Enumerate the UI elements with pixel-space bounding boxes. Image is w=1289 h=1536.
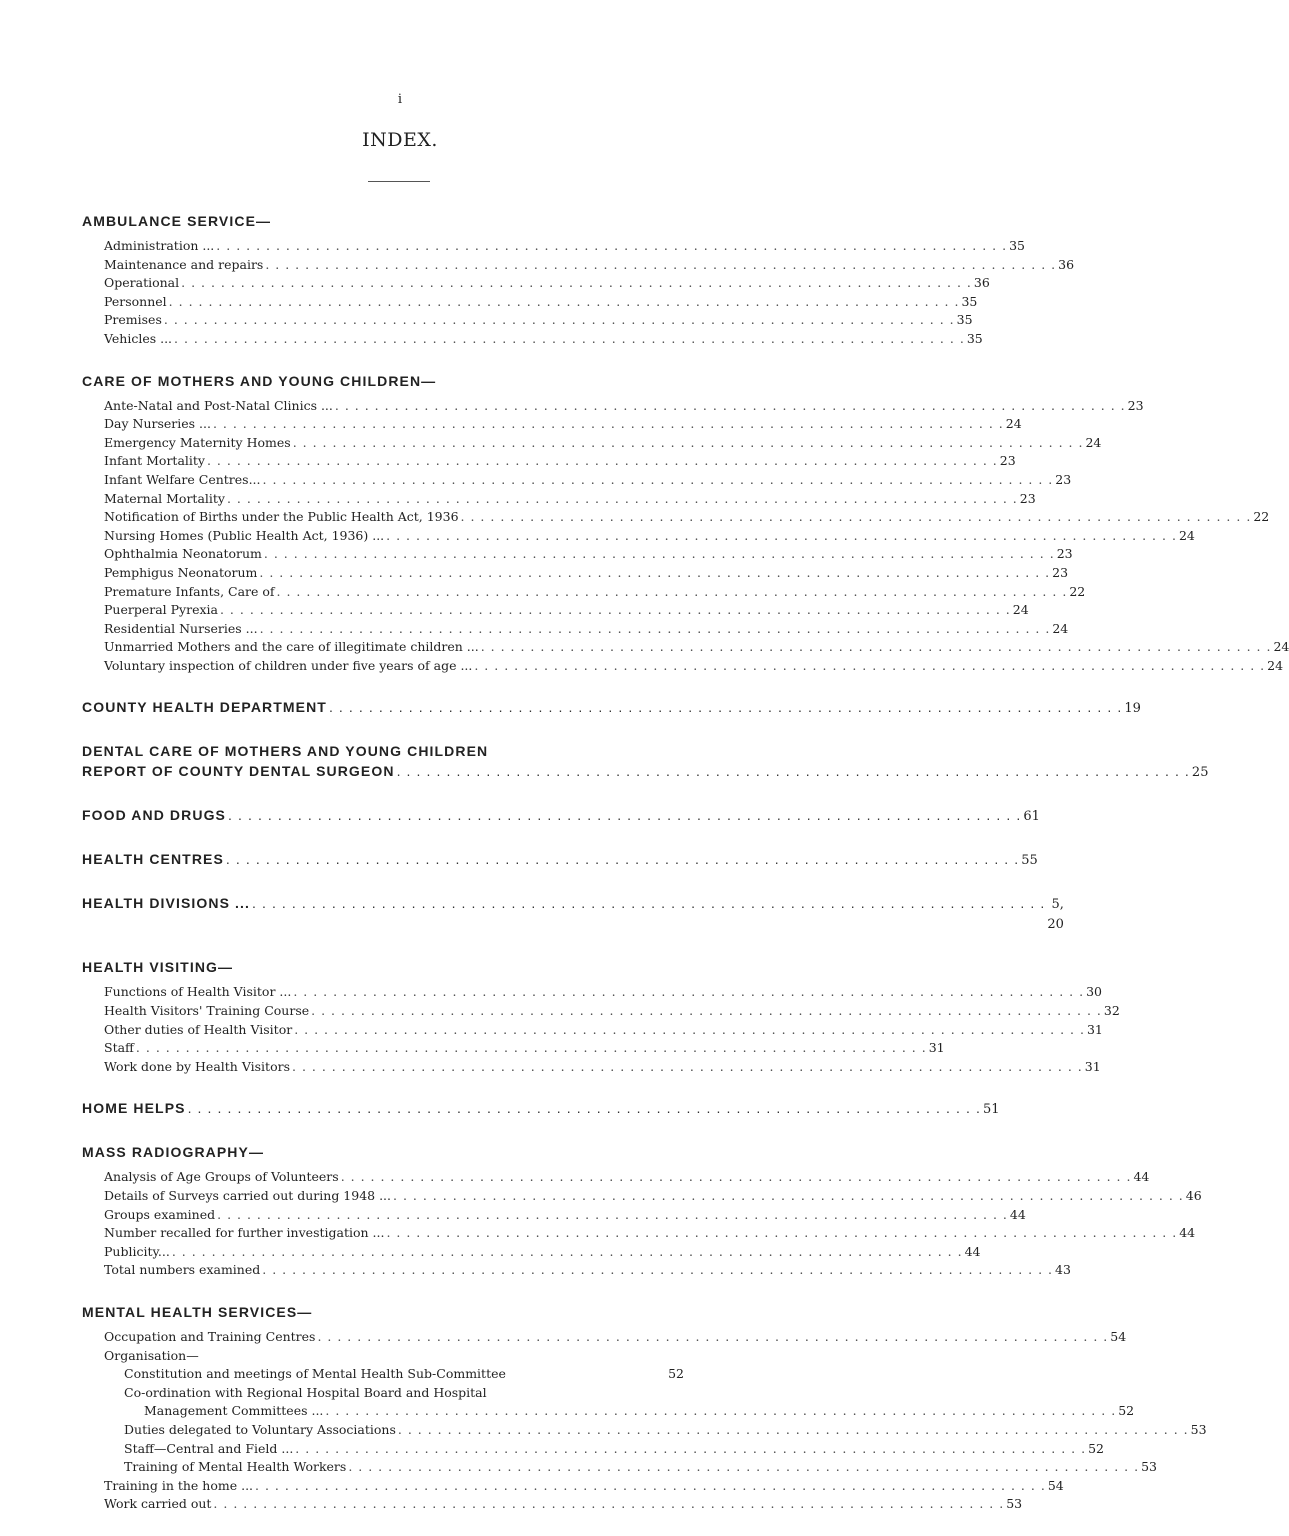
page-reference: 24 (1267, 657, 1284, 673)
dot-leader: . . . . . . . . . . . . . . . . . . . . . . . . . . . . . . . . . . . . . . . . . . . . . . . . . . . . . . . . . . . . . . . . . . . . . . . . . . . . . . . . (276, 583, 1068, 599)
dot-leader: . . . . . . . . . . . . . . . . . . . . . . . . . . . . . . . . . . . . . . . . . . . . . . . . . . . . . . . . . . . . . . . . . . . . . . . . . . . . . . . . (216, 238, 1008, 253)
page-reference: 44 (964, 1243, 981, 1259)
index-entry (82, 1458, 1158, 1477)
section-health-divisions (82, 893, 1064, 935)
index-entry (82, 434, 1102, 453)
dot-leader: . . . . . . . . . . . . . . . . . . . . . . . . . . . . . . . . . . . . . . . . . . . . . . . . . . . . . . . . . . . . . . . . . . . . . . . . . . . . . . . . (163, 312, 955, 328)
page-reference: 24 (1005, 416, 1022, 432)
index-entry (82, 1187, 1202, 1206)
index-entry (82, 1421, 1207, 1440)
index-entry (82, 1365, 684, 1384)
dot-leader: . . . . . . . . . . . . . . . . . . . . . . . . . . . . . . . . . . . . . . . . . . . . . . . . . . . . . . . . . . . . . . . . . . . . . . . . . . . . . . . . (397, 1421, 1189, 1437)
index-entry (82, 545, 1073, 564)
entry-label: Premature Infants, Care of (104, 583, 275, 599)
entry-label: Management Committees ... (144, 1403, 324, 1419)
dot-leader: . . . . . . . . . . . . . . . . . . . . . . . . . . . . . . . . . . . . . . . . . . . . . . . . . . . . . . . . . . . . . . . . . . . . . . . . . . . . . . . . (226, 490, 1018, 506)
dot-leader: . . . . . . . . . . . . . . . . . . . . . . . . . . . . . . . . . . . . . . . . . . . . . . . . . . . . . . . . . . . . . . . . . . . . . . . . . . . . . . . . (334, 397, 1126, 413)
entry-label: Maintenance and repairs (104, 256, 264, 272)
page-reference: 31 (928, 1040, 945, 1056)
dot-leader: . . . . . . . . . . . . . . . . . . . . . . . . . . . . . . . . . . . . . . . . . . . . . . . . . . . . . . . . . . . . . . . . . . . . . . . . . . . . . . . . (265, 256, 1057, 272)
dot-leader: . . . . . . . . . . . . . . . . . . . . . . . . . . . . . . . . . . . . . . . . . . . . . . . . . . . . . . . . . . . . . . . . . . . . . . . . . . . . . . . . (217, 1206, 1008, 1222)
dot-leader: . . . . . . . . . . . . . . . . . . . . . . . . . . . . . . . . . . . . . . . . . . . . . . . . . . . . . . . . . . . . . . . . . . . . . . . . . . . . . . . . (474, 657, 1266, 673)
entry-label: Functions of Health Visitor ... (104, 984, 292, 1000)
page-reference: 44 (1179, 1225, 1196, 1241)
page-reference: 23 (1127, 397, 1144, 413)
page-reference: 53 (1006, 1496, 1023, 1512)
index-entry-continued (82, 1402, 1135, 1421)
entry-label: Duties delegated to Voluntary Associations (124, 1421, 396, 1437)
entry-label: Infant Mortality (104, 453, 205, 469)
page-reference: 35 (1009, 238, 1025, 253)
index-entry (82, 564, 1069, 583)
dot-leader: . . . . . . . . . . . . . . . . . . . . . . . . . . . . . . . . . . . . . . . . . . . . . . . . . . . . . . . . . . . . . . . . . . . . . . . . . . . . . . . . (292, 1058, 1083, 1074)
entry-label: Ophthalmia Neonatorum (104, 546, 262, 562)
page-reference: 23 (999, 453, 1016, 469)
section-heading-continued: REPORT OF COUNTY DENTAL SURGEON (82, 763, 395, 780)
entry-label: Personnel (104, 293, 167, 309)
section-dental-care (82, 741, 1209, 783)
dot-leader: . . . . . . . . . . . . . . . . . . . . . . . . . . . . . . . . . . . . . . . . . . . . . . . . . . . . . . . . . . . . . . . . . . . . . . . . . . . . . . . . (393, 1188, 1184, 1204)
dot-leader: . . . . . . . . . . . . . . . . . . . . . . . . . . . . . . . . . . . . . . . . . . . . . . . . . . . . . . . . . . . . . . . . . . . . . . . . . . . . . . . . (262, 471, 1054, 487)
page-reference: 55 (1021, 853, 1038, 869)
page-reference: 46 (1185, 1188, 1202, 1204)
entry-label: Details of Surveys carried out during 1948 ... (104, 1188, 392, 1204)
section-mass-radiography (82, 1142, 1202, 1280)
entry-label: Groups examined (104, 1206, 216, 1222)
page-reference: 24 (1052, 620, 1069, 636)
dot-leader: . . . . . . . . . . . . . . . . . . . . . . . . . . . . . . . . . . . . . . . . . . . . . . . . . . . . . . . . . . . . . . . . . . . . . . . . . . . . . . . . (135, 1040, 927, 1056)
index-entry (82, 1243, 981, 1262)
entry-label: Total numbers examined (104, 1262, 261, 1278)
entry-label: Nursing Homes (Public Health Act, 1936) ... (104, 527, 385, 543)
entry-label: Constitution and meetings of Mental Health Sub-Committee (124, 1366, 506, 1382)
section-care-of-mothers (82, 371, 1289, 676)
title-divider (368, 181, 430, 182)
entry-label: Operational (104, 275, 180, 291)
page-reference: 53 (1141, 1459, 1158, 1475)
dot-leader: . . . . . . . . . . . . . . . . . . . . . . . . . . . . . . . . . . . . . . . . . . . . . . . . . . . . . . . . . . . . . . . . . . . . . . . . . . . . . . . . (219, 602, 1011, 618)
entry-label: Day Nurseries ... (104, 416, 211, 432)
section-heading: FOOD AND DRUGS (82, 807, 226, 824)
index-entry (82, 638, 1289, 657)
entry-label: Emergency Maternity Homes (104, 434, 291, 450)
page-reference: 51 (982, 1102, 1000, 1118)
dot-leader: . . . . . . . . . . . . . . . . . . . . . . . . . . . . . . . . . . . . . . . . . . . . . . . . . . . . . . . . . . . . . . . . . . . . . . . . . . . . . . . . (317, 1329, 1109, 1344)
section-heading: CARE OF MOTHERS AND YOUNG CHILDREN— (82, 372, 437, 389)
page-reference: 31 (1086, 1021, 1103, 1037)
entry-label: Work carried out (104, 1496, 212, 1512)
dot-leader: . . . . . . . . . . . . . . . . . . . . . . . . . . . . . . . . . . . . . . . . . . . . . . . . . . . . . . . . . . . . . . . . . . . . . . . . . . . . . . . . (168, 293, 960, 309)
index-entry (82, 237, 1025, 256)
page-reference: 24 (1273, 639, 1289, 655)
index-entry (82, 1384, 684, 1403)
entry-label: Maternal Mortality (104, 490, 225, 506)
index-entry (82, 1347, 684, 1366)
dot-leader: . . . . . . . . . . . . . . . . . . . . . . . . . . . . . . . . . . . . . . . . . . . . . . . . . . . . . . . . . . . . . . . . . . . . . . . . . . . . . . . . (171, 1243, 963, 1259)
page-reference: 19 (1124, 701, 1141, 717)
index-entry (82, 983, 1103, 1002)
dot-leader: . . . . . . . . . . . . . . . . . . . . . . . . . . . . . . . . . . . . . . . . . . . . . . . . . . . . . . . . . . . . . . . . . . . . . . . . . . . . . . . . (255, 1477, 1046, 1493)
dot-leader: . . . . . . . . . . . . . . . . . . . . . . . . . . . . . . . . . . . . . . . . . . . . . . . . . . . . . . . . . . . . . . . . . . . . . . . . . . . . . . . . (328, 699, 1123, 716)
page-reference: 25 (1191, 765, 1209, 781)
index-entry (82, 1168, 1150, 1187)
dot-leader: . . . . . . . . . . . . . . . . . . . . . . . . . . . . . . . . . . . . . . . . . . . . . . . . . . . . . . . . . . . . . . . . . . . . . . . . . . . . . . . . (396, 763, 1190, 780)
page-reference: 53 (1190, 1421, 1207, 1437)
entry-list (82, 1168, 1202, 1280)
dot-leader: . . . . . . . . . . . . . . . . . . . . . . . . . . . . . . . . . . . . . . . . . . . . . . . . . . . . . . . . . . . . . . . . . . . . . . . . . . . . . . . . (340, 1169, 1132, 1185)
index-entry (82, 415, 1022, 434)
entry-label: Vehicles ... (104, 330, 173, 346)
dot-leader: . . . . . . . . . . . . . . . . . . . . . . . . . . . . . . . . . . . . . . . . . . . . . . . . . . . . . . . . . . . . . . . . . . . . . . . . . . . . . . . . (292, 434, 1084, 450)
index-entry (82, 1477, 1064, 1496)
dot-leader: . . . . . . . . . . . . . . . . . . . . . . . . . . . . . . . . . . . . . . . . . . . . . . . . . . . . . . . . . . . . . . . . . . . . . . . . . . . . . . . . (295, 1440, 1087, 1456)
dot-leader: . . . . . . . . . . . . . . . . . . . . . . . . . . . . . . . . . . . . . . . . . . . . . . . . . . . . . . . . . . . . . . . . . . . . . . . . . . . . . . . . (348, 1459, 1140, 1475)
entry-label: Puerperal Pyrexia (104, 602, 218, 618)
page-reference: 24 (1012, 602, 1029, 618)
entry-label: Ante-Natal and Post-Natal Clinics ... (104, 397, 333, 413)
index-entry (82, 527, 1195, 546)
entry-label: Premises (104, 312, 162, 328)
index-entry (82, 256, 1075, 275)
section-county-health-department (82, 697, 1141, 719)
index-entry (82, 1206, 1026, 1225)
entry-label: Residential Nurseries ... (104, 620, 258, 636)
dot-leader: . . . . . . . . . . . . . . . . . . . . . . . . . . . . . . . . . . . . . . . . . . . . . . . . . . . . . . . . . . . . . . . . . . . . . . . . . . . . . . . . (262, 1262, 1054, 1278)
dot-leader: . . . . . . . . . . . . . . . . . . . . . . . . . . . . . . . . . . . . . . . . . . . . . . . . . . . . . . . . . . . . . . . . . . . . . . . . . . . . . . . . (187, 1100, 981, 1117)
section-heading: HEALTH DIVISIONS ... (82, 895, 250, 912)
dot-leader: . . . . . . . . . . . . . . . . . . . . . . . . . . . . . . . . . . . . . . . . . . . . . . . . . . . . . . . . . . . . . . . . . . . . . . . . . . . . . . . . (259, 620, 1051, 636)
dot-leader: . . . . . . . . . . . . . . . . . . . . . . . . . . . . . . . . . . . . . . . . . . . . . . . . . . . . . . . . . . . . . . . . . . . . . . . . . . . . . . . . (460, 509, 1252, 525)
page-reference: 36 (1058, 256, 1075, 272)
dot-leader: . . . . . . . . . . . . . . . . . . . . . . . . . . . . . . . . . . . . . . . . . . . . . . . . . . . . . . . . . . . . . . . . . . . . . . . . . . . . . . . . (325, 1403, 1117, 1419)
index-body (82, 211, 1289, 1536)
dot-leader: . . . . . . . . . . . . . . . . . . . . . . . . . . . . . . . . . . . . . . . . . . . . . . . . . . . . . . . . . . . . . . . . . . . . . . . . . . . . . . . . (206, 453, 998, 469)
section-heading: COUNTY HEALTH DEPARTMENT (82, 699, 327, 716)
page-reference: 5, 20 (1047, 897, 1064, 933)
page-reference: 35 (961, 293, 978, 309)
section-heading: DENTAL CARE OF MOTHERS AND YOUNG CHILDREN (82, 743, 489, 760)
dot-leader: . . . . . . . . . . . . . . . . . . . . . . . . . . . . . . . . . . . . . . . . . . . . . . . . . . . . . . . . . . . . . . . . . . . . . . . . . . . . . . . . (293, 984, 1085, 1000)
section-heading: AMBULANCE SERVICE— (82, 213, 272, 229)
page-reference: 52 (1088, 1440, 1104, 1456)
index-entry (82, 1039, 945, 1058)
index-entry (82, 1495, 1023, 1514)
index-entry (82, 508, 1270, 527)
entry-label: Work done by Health Visitors (104, 1058, 290, 1074)
index-entry (82, 1002, 1120, 1021)
section-heading: MENTAL HEALTH SERVICES— (82, 1304, 313, 1320)
section-ambulance-service (82, 211, 1075, 349)
dot-leader: . . . . . . . . . . . . . . . . . . . . . . . . . . . . . . . . . . . . . . . . . . . . . . . . . . . . . . . . . . . . . . . . . . . . . . . . . . . . . . . . (225, 851, 1020, 868)
entry-label: Health Visitors' Training Course (104, 1003, 310, 1019)
page-reference: 61 (1023, 809, 1040, 825)
dot-leader: . . . . . . . . . . . . . . . . . . . . . . . . . . . . . . . . . . . . . . . . . . . . . . . . . . . . . . . . . . . . . . . . . . . . . . . . . . . . . . . . (311, 1003, 1102, 1019)
page-reference: 43 (1055, 1262, 1071, 1278)
entry-label: Analysis of Age Groups of Volunteers (104, 1169, 339, 1185)
page-reference: 23 (1019, 490, 1036, 506)
section-heading: HOME HELPS (82, 1100, 186, 1117)
page-title: INDEX. (362, 129, 438, 151)
index-entry (82, 330, 983, 349)
entry-label: Training of Mental Health Workers (124, 1459, 347, 1475)
page-reference: 24 (1085, 434, 1102, 450)
page-reference: 23 (1052, 564, 1069, 580)
page-reference: 54 (1047, 1477, 1064, 1493)
entry-label: Number recalled for further investigation ... (104, 1225, 385, 1241)
dot-leader: . . . . . . . . . . . . . . . . . . . . . . . . . . . . . . . . . . . . . . . . . . . . . . . . . . . . . . . . . . . . . . . . . . . . . . . . . . . . . . . . (294, 1021, 1085, 1037)
index-entry (82, 471, 1072, 490)
page-reference: 32 (1103, 1003, 1120, 1019)
entry-label: Notification of Births under the Public Health Act, 1936 (104, 509, 459, 525)
entry-list (82, 237, 1075, 349)
page-number: i (397, 92, 403, 107)
dot-leader: . . . . . . . . . . . . . . . . . . . . . . . . . . . . . . . . . . . . . . . . . . . . . . . . . . . . . . . . . . . . . . . . . . . . . . . . . . . . . . . . (181, 275, 972, 291)
index-entry (82, 397, 1144, 416)
entry-label: Staff (104, 1040, 134, 1056)
index-entry (82, 452, 1016, 471)
dot-leader: . . . . . . . . . . . . . . . . . . . . . . . . . . . . . . . . . . . . . . . . . . . . . . . . . . . . . . . . . . . . . . . . . . . . . . . . . . . . . . . . (480, 639, 1272, 655)
dot-leader: . . . . . . . . . . . . . . . . . . . . . . . . . . . . . . . . . . . . . . . . . . . . . . . . . . . . . . . . . . . . . . . . . . . . . . . . . . . . . . . . (228, 807, 1022, 824)
section-food-and-drugs (82, 805, 1040, 827)
dot-leader: . . . . . . . . . . . . . . . . . . . . . . . . . . . . . . . . . . . . . . . . . . . . . . . . . . . . . . . . . . . . . . . . . . . . . . . . . . . . . . . . (263, 546, 1055, 562)
entry-label: Publicity... (104, 1243, 170, 1259)
page-reference: 30 (1086, 984, 1103, 1000)
page-reference: 44 (1009, 1206, 1026, 1222)
section-heading: HEALTH VISITING— (82, 959, 234, 976)
entry-label: Organisation— (104, 1347, 199, 1363)
index-entry (82, 1328, 1127, 1347)
index-entry (82, 490, 1036, 509)
section-home-helps (82, 1098, 1000, 1120)
index-entry (82, 657, 1284, 676)
index-entry (82, 311, 973, 330)
page-reference: 22 (1069, 583, 1086, 599)
index-entry (82, 583, 1086, 602)
entry-list (82, 983, 1120, 1076)
entry-label: Co-ordination with Regional Hospital Board and Hospital (124, 1384, 487, 1400)
entry-label: Other duties of Health Visitor (104, 1021, 293, 1037)
entry-label: Training in the home ... (104, 1477, 254, 1493)
dot-leader: . . . . . . . . . . . . . . . . . . . . . . . . . . . . . . . . . . . . . . . . . . . . . . . . . . . . . . . . . . . . . . . . . . . . . . . . . . . . . . . . (174, 330, 965, 346)
entry-label: Pemphigus Neonatorum (104, 564, 258, 580)
page-reference: 24 (1178, 527, 1195, 543)
page-reference: 35 (966, 330, 983, 346)
entry-label: Staff—Central and Field ... (124, 1440, 294, 1456)
page-reference: 36 (973, 275, 990, 291)
dot-leader: . . . . . . . . . . . . . . . . . . . . . . . . . . . . . . . . . . . . . . . . . . . . . . . . . . . . . . . . . . . . . . . . . . . . . . . . . . . . . . . . (386, 527, 1177, 543)
page-reference: 52 (668, 1366, 684, 1382)
index-entry (82, 1261, 1071, 1280)
index-entry (82, 601, 1029, 620)
section-mental-health-services (82, 1302, 1207, 1514)
index-entry (82, 1058, 1101, 1077)
index-entry (82, 1224, 1196, 1243)
dot-leader: . . . . . . . . . . . . . . . . . . . . . . . . . . . . . . . . . . . . . . . . . . . . . . . . . . . . . . . . . . . . . . . . . . . . . . . . . . . . . . . . (259, 564, 1051, 580)
entry-list (82, 397, 1289, 676)
dot-leader: . . . . . . . . . . . . . . . . . . . . . . . . . . . . . . . . . . . . . . . . . . . . . . . . . . . . . . . . . . . . . . . . . . . . . . . . . . . . . . . . (386, 1225, 1178, 1241)
section-heading: MASS RADIOGRAPHY— (82, 1144, 265, 1161)
page-reference: 23 (1056, 546, 1073, 562)
index-entry (82, 1440, 1104, 1459)
index-entry (82, 1021, 1103, 1040)
entry-label: Occupation and Training Centres (104, 1329, 316, 1344)
index-entry (82, 293, 978, 312)
entry-label: Administration ... (104, 238, 215, 253)
page-reference: 54 (1110, 1329, 1127, 1344)
page-reference: 31 (1084, 1058, 1101, 1074)
entry-label: Unmarried Mothers and the care of illegitimate children ... (104, 639, 479, 655)
page-reference: 44 (1133, 1169, 1150, 1185)
index-entry (82, 274, 990, 293)
dot-leader: . . . . . . . . . . . . . . . . . . . . . . . . . . . . . . . . . . . . . . . . . . . . . . . . . . . . . . . . . . . . . . . . . . . . . . . . . . . . . . . . (213, 1496, 1005, 1512)
section-health-visiting (82, 957, 1120, 1076)
section-heading: HEALTH CENTRES (82, 851, 224, 868)
entry-label: Infant Welfare Centres... (104, 471, 261, 487)
page-reference: 52 (1118, 1403, 1135, 1419)
page-reference: 23 (1055, 471, 1072, 487)
page-reference: 22 (1253, 509, 1270, 525)
section-health-centres (82, 849, 1038, 871)
dot-leader: . . . . . . . . . . . . . . . . . . . . . . . . . . . . . . . . . . . . . . . . . . . . . . . . . . . . . . . . . . . . . . . . . . . . . . . . . . . . . . . . (212, 416, 1004, 432)
dot-leader: . . . . . . . . . . . . . . . . . . . . . . . . . . . . . . . . . . . . . . . . . . . . . . . . . . . . . . . . . . . . . . . . . . . . . . . . . . . . . . . . (251, 895, 1046, 912)
index-entry (82, 620, 1069, 639)
page-reference: 35 (956, 312, 973, 328)
entry-label: Voluntary inspection of children under five years of age ... (104, 657, 473, 673)
